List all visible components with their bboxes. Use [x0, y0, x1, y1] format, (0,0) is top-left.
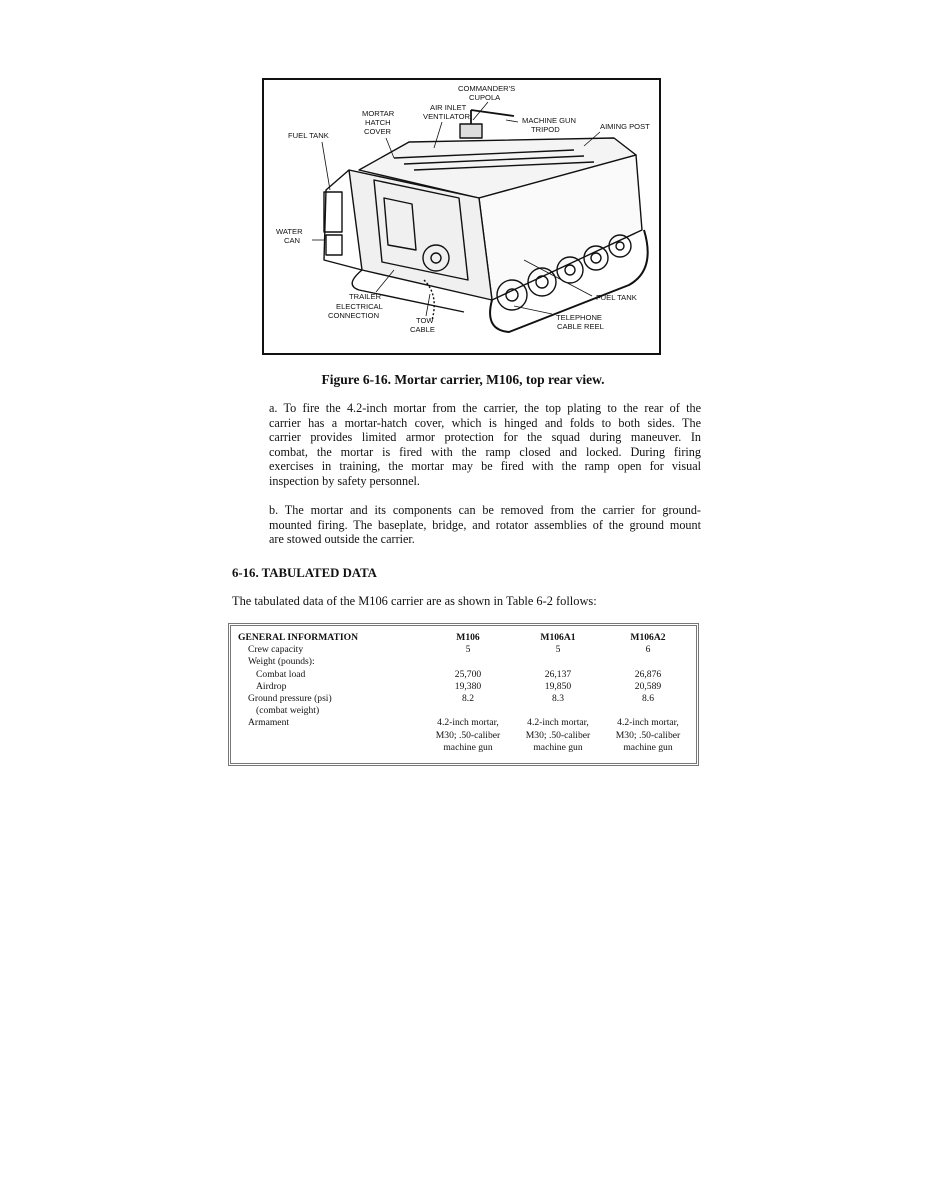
table-row: Armament 4.2-inch mortar, 4.2-inch mortar, 4.2-inch mortar,	[248, 717, 679, 729]
svg-text:CAN: CAN	[284, 236, 301, 245]
paragraph-b: b. The mortar and its components can be removed from the carrier for ground- mounted firing. The baseplate, bridge, and rotator assemblies of the ground mount are stowed outside the carrier.	[269, 503, 701, 547]
table-row: Crew capacity 5 5 6	[248, 644, 651, 656]
label-water-can: WATER	[276, 227, 303, 236]
svg-text:TELEPHONE	[556, 313, 602, 322]
mortar-carrier-illustration	[264, 80, 659, 353]
table-row: Combat load 25,700 26,137 26,876	[256, 668, 662, 680]
intro-text: The tabulated data of the M106 carrier are as shown in Table 6-2 follows:	[232, 594, 597, 608]
table-row: M30; .50-caliber M30; .50-caliber M30; .50-caliber	[435, 729, 681, 741]
header-m106: M106	[456, 632, 480, 643]
svg-text:VENTILATOR: VENTILATOR	[423, 112, 470, 121]
svg-text:MORTAR	[362, 109, 395, 118]
svg-text:CABLE REEL: CABLE REEL	[557, 322, 604, 331]
label-commanders-cupola: COMMANDER'S	[458, 84, 516, 93]
svg-text:ELECTRICAL: ELECTRICAL	[336, 302, 383, 311]
table-header-row	[238, 632, 693, 644]
svg-text:CONNECTION: CONNECTION	[328, 311, 380, 320]
figure-frame	[262, 78, 661, 355]
svg-text:FUEL TANK	[596, 293, 637, 302]
svg-text:MACHINE GUN	[522, 116, 576, 125]
svg-text:COMMANDER'S	[458, 84, 515, 93]
svg-text:FUEL TANK	[288, 131, 329, 140]
label-telephone-reel: TELEPHONE	[556, 313, 602, 322]
table-row: Weight (pounds):	[248, 656, 315, 668]
svg-text:TRAILER	[349, 292, 382, 301]
svg-text:WATER	[276, 227, 303, 236]
svg-text:TOW	[416, 316, 434, 325]
header-m106a1: M106A1	[540, 632, 576, 643]
label-fuel-tank-right: FUEL TANK	[596, 293, 637, 302]
svg-text:TRIPOD: TRIPOD	[531, 125, 560, 134]
header-m106a2: M106A2	[630, 632, 666, 643]
label-fuel-tank-left: FUEL TANK	[288, 131, 329, 140]
svg-text:AIR INLET	[430, 103, 467, 112]
table-row: machine gun machine gun machine gun	[443, 741, 673, 753]
label-air-inlet: AIR INLET	[430, 103, 467, 112]
figure-caption: Figure 6-16. Mortar carrier, M106, top rear view.	[321, 372, 605, 387]
svg-text:AIMING POST	[600, 122, 650, 131]
label-aiming-post: AIMING POST	[600, 122, 650, 131]
label-tow-cable: TOW	[416, 316, 434, 325]
svg-text:CUPOLA: CUPOLA	[469, 93, 501, 102]
table-row: Ground pressure (psi) 8.2 8.3 8.6	[248, 693, 654, 705]
section-heading: 6-16. TABULATED DATA	[232, 566, 377, 580]
svg-text:CABLE: CABLE	[410, 325, 435, 334]
table-row: Airdrop 19,380 19,850 20,589	[256, 680, 662, 692]
label-mortar-hatch: MORTAR	[362, 109, 395, 118]
paragraph-a: a. To fire the 4.2-inch mortar from the carrier, the top plating to the rear of the carrier has a mortar-hatch cover, which is hinged and folds to both sides. The carrier provides limited armor protection for the squad during maneuver. In combat, the mortar is fired with the ramp closed and locked. During firing exercises in training, the mortar may be fired with the ramp open for visual inspection by safety personnel.	[269, 401, 701, 488]
svg-text:COVER: COVER	[364, 127, 392, 136]
tabulated-data-table	[238, 632, 693, 754]
table-row: (combat weight)	[256, 705, 320, 717]
data-table-frame	[228, 623, 699, 766]
header-general-information: GENERAL INFORMATION	[238, 632, 359, 643]
label-machine-gun-tripod: MACHINE GUN	[522, 116, 577, 125]
label-trailer-connection: TRAILER	[349, 292, 382, 301]
svg-text:HATCH: HATCH	[365, 118, 391, 127]
